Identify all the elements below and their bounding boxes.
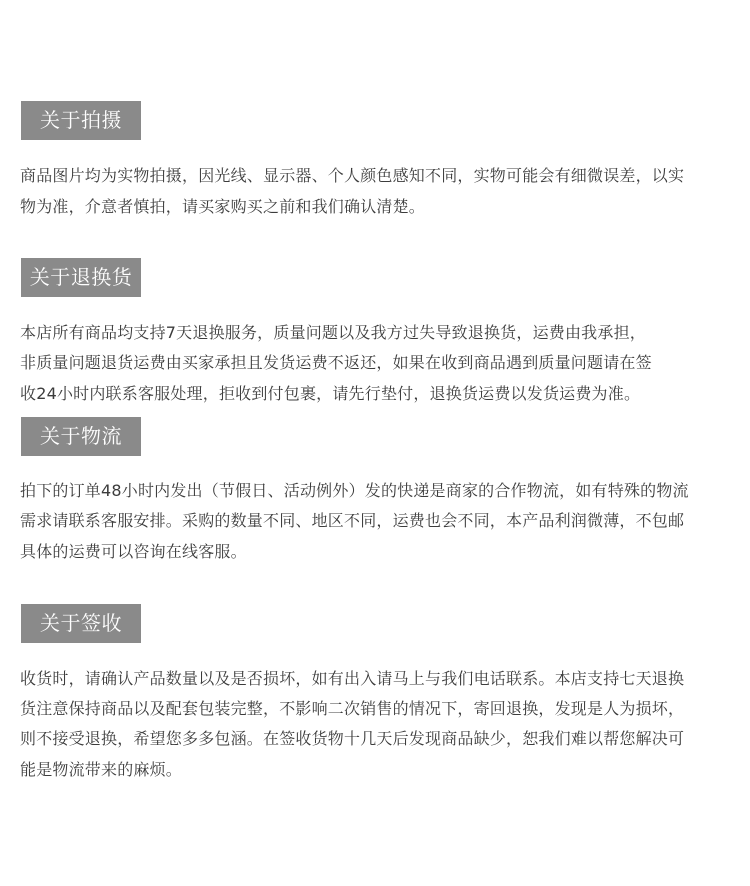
section-logistics-line: 具体的运费可以咨询在线客服。 [20, 542, 247, 561]
section-photography-line: 物为准，介意者慎拍，请买家购买之前和我们确认清楚。 [20, 197, 426, 216]
section-receipt-line: 收货时，请确认产品数量以及是否损坏，如有出入请马上与我们电话联系。本店支持七天退换 [20, 669, 685, 688]
section-receipt-line: 则不接受退换，希望您多多包涵。在签收货物十几天后发现商品缺少，恕我们难以帮您解决可 [20, 729, 685, 748]
section-returns-line: 非质量问题退货运费由买家承担且发货运费不返还，如果在收到商品遇到质量问题请在签 [20, 353, 652, 372]
section-header-returns: 关于退换货 [21, 258, 141, 297]
section-photography-line: 商品图片均为实物拍摄，因光线、显示器、个人颜色感知不同，实物可能会有细微误差，以实 [20, 166, 685, 185]
section-header-logistics: 关于物流 [21, 417, 141, 456]
section-header-photography: 关于拍摄 [21, 101, 141, 140]
section-receipt-line: 货注意保持商品以及配套包装完整，不影响二次销售的情况下，寄回退换，发现是人为损坏， [20, 699, 685, 718]
section-header-receipt: 关于签收 [21, 604, 141, 643]
section-logistics-line: 拍下的订单48小时内发出（节假日、活动例外）发的快递是商家的合作物流，如有特殊的物流 [20, 481, 689, 500]
section-returns-line: 收24小时内联系客服处理，拒收到付包裹，请先行垫付，退换货运费以发货运费为准。 [20, 384, 641, 403]
section-logistics-line: 需求请联系客服安排。采购的数量不同、地区不同，运费也会不同，本产品利润微薄，不包邮 [20, 511, 685, 530]
section-returns-line: 本店所有商品均支持7天退换服务，质量问题以及我方过失导致退换货，运费由我承担， [20, 323, 646, 342]
section-receipt-line: 能是物流带来的麻烦。 [20, 760, 183, 779]
